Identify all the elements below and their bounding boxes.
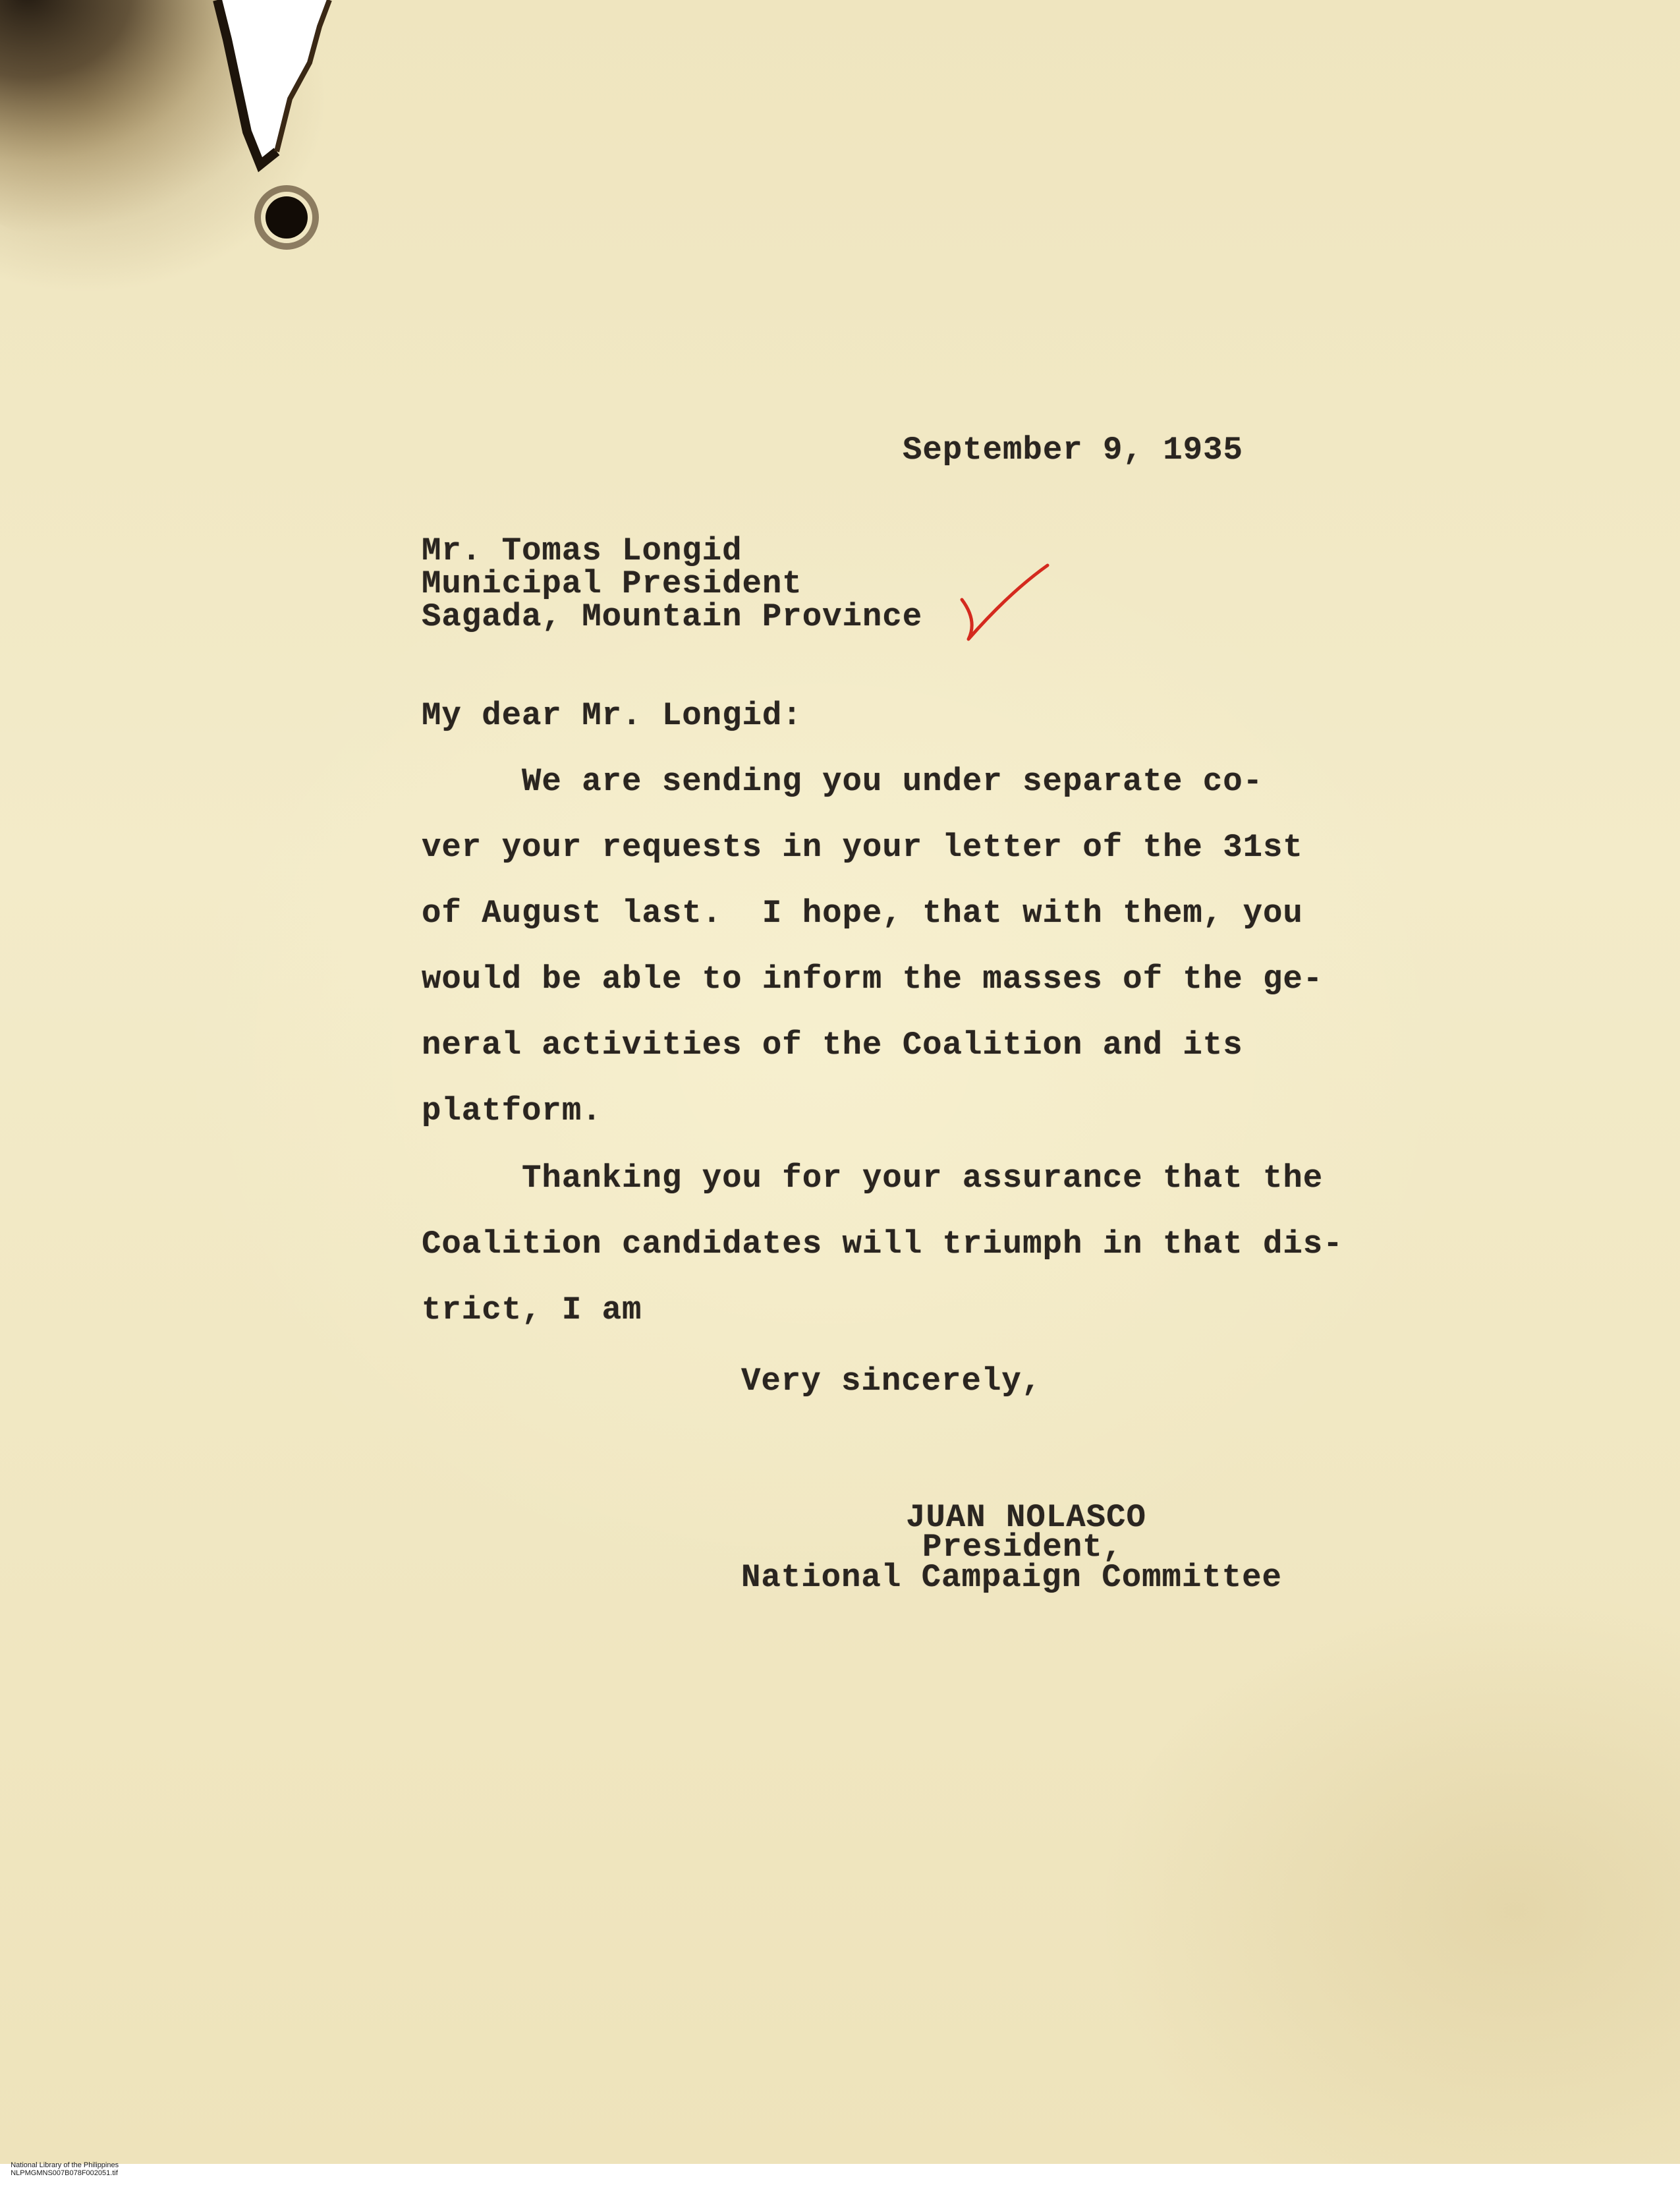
closing: Very sincerely, — [741, 1363, 1042, 1400]
paragraph-2-line-1: Thanking you for your assurance that the — [422, 1160, 1324, 1197]
signature-organization: National Campaign Committee — [741, 1559, 1282, 1596]
archive-footer — [3, 2153, 145, 2185]
recipient-location: Sagada, Mountain Province — [422, 598, 923, 635]
recipient-name: Mr. Tomas Longid — [422, 532, 742, 569]
paragraph-1-line-3: of August last. I hope, that with them, you — [422, 895, 1303, 932]
red-checkmark — [955, 560, 1054, 646]
burn-damage-stain — [0, 0, 343, 277]
paragraph-1-line-1: We are sending you under separate co- — [422, 763, 1264, 800]
paragraph-1-line-6: platform. — [422, 1092, 602, 1129]
paragraph-1-line-2: ver your requests in your letter of the 31st — [422, 829, 1303, 866]
paragraph-2-line-3: trict, I am — [422, 1291, 642, 1328]
paragraph-1-line-5: neral activities of the Coalition and its — [422, 1027, 1243, 1064]
footer-library: National Library of the Philippines — [11, 2161, 119, 2169]
recipient-title: Municipal President — [422, 565, 802, 602]
paragraph-1-line-4: would be able to inform the masses of the ge- — [422, 961, 1324, 998]
salutation: My dear Mr. Longid: — [422, 697, 802, 734]
footer-file-id: NLPMGMNS007B078F002051.tif — [11, 2169, 118, 2177]
signature-title: President, — [922, 1529, 1123, 1566]
letter-date: September 9, 1935 — [903, 432, 1243, 468]
signature-name: JUAN NOLASCO — [906, 1499, 1146, 1536]
paragraph-2-line-2: Coalition candidates will triumph in that dis- — [422, 1226, 1343, 1263]
